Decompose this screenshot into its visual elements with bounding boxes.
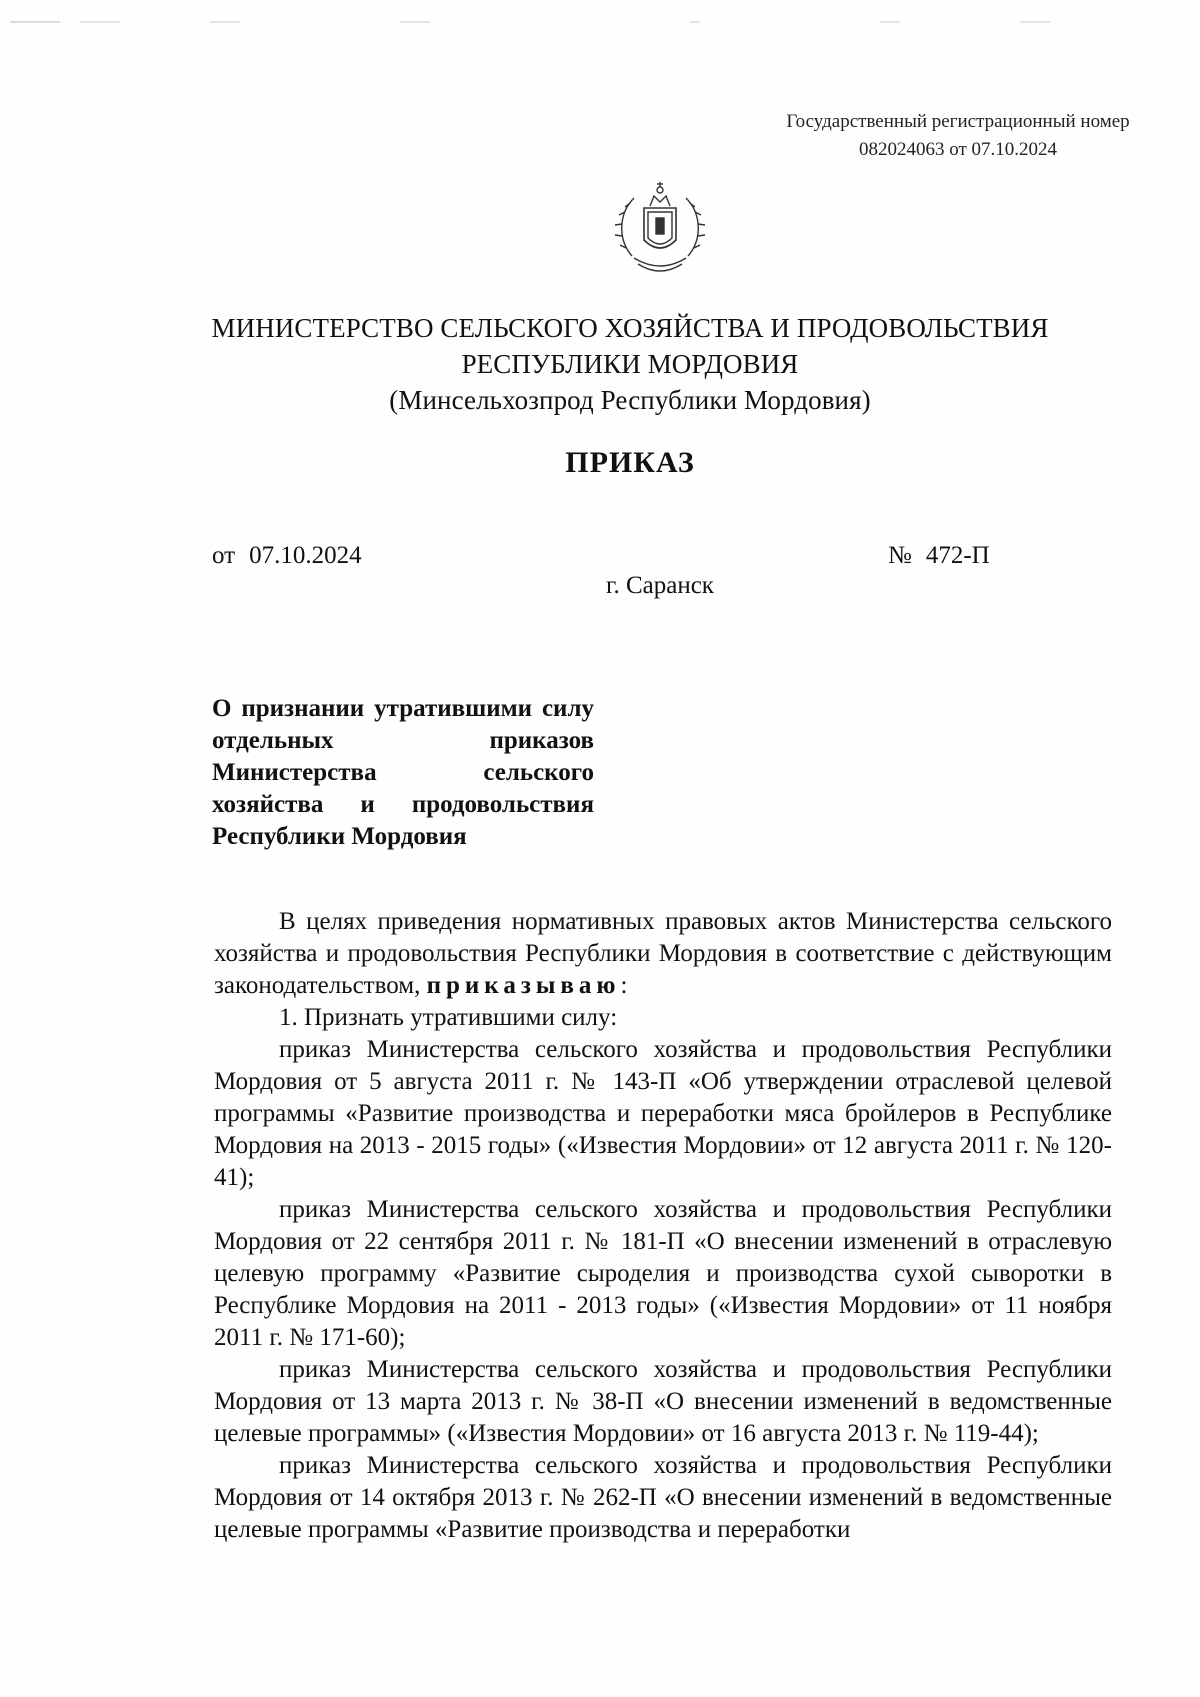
- list-item: приказ Министерства сельского хозяйства и продовольствия Республики Мордовия от 22 сентября 2011 г. № 181-П «О внесении изменений в отраслевую целевую программу «Развитие сыроделия и производства сухой сыворотки в Республике Мордовия на 2011 - 2013 годы» («Известия Мордовии» от 11 ноября 2011 г. № 171-60);: [214, 1196, 1112, 1351]
- scan-artifacts: [0, 0, 1200, 30]
- number-prefix: №: [888, 542, 912, 569]
- list-item: приказ Министерства сельского хозяйства и продовольствия Республики Мордовия от 13 марта 2013 г. № 38-П «О внесении изменений в ведомственные целевые программы» («Известия Мордовии» от 16 августа 2013 г. № 119-44);: [214, 1356, 1112, 1447]
- list-item: приказ Министерства сельского хозяйства и продовольствия Республики Мордовия от 14 октября 2013 г. № 262-П «О внесении изменений в ведомственные целевые программы «Развитие производства и переработки: [214, 1452, 1112, 1543]
- registration-number: [748, 108, 1168, 164]
- order-subject: О признании утратившими силу отдельных приказов Министерства сельского хозяйства и продовольствия Республики Мордовия: [212, 695, 594, 850]
- point-1: 1. Признать утратившими силу:: [279, 1004, 618, 1031]
- order-body: [214, 906, 1112, 1546]
- city: г. Саранск: [606, 572, 714, 599]
- list-item: приказ Министерства сельского хозяйства и продовольствия Республики Мордовия от 5 августа 2011 г. № 143-П «Об утверждении отраслевой целевой программы «Развитие производства и переработки мяса бройлеров в Республике Мордовия на 2013 - 2015 годы» («Известия Мордовии» от 12 августа 2011 г. № 120-41);: [214, 1036, 1112, 1191]
- coat-of-arms-icon: [612, 178, 708, 278]
- registration-label: Государственный регистрационный номер: [786, 111, 1130, 132]
- ministry-short-name: (Минсельхозпрод Республики Мордовия): [389, 385, 871, 415]
- date-value: 07.10.2024: [249, 542, 362, 569]
- ministry-line-1: МИНИСТЕРСТВО СЕЛЬСКОГО ХОЗЯЙСТВА И ПРОДОВОЛЬСТВИЯ: [211, 313, 1049, 343]
- document-type: ПРИКАЗ: [565, 446, 695, 479]
- number-value: 472-П: [925, 542, 990, 569]
- registration-value: 082024063 от 07.10.2024: [858, 139, 1058, 160]
- intro-text: В целях приведения нормативных правовых актов Министерства сельского хозяйства и продовольствия Республики Мордовия в соответствие с действующим законодательством,: [214, 908, 1112, 999]
- order-date: [212, 542, 362, 570]
- order-verb: приказываю: [426, 972, 621, 999]
- ministry-line-2: РЕСПУБЛИКИ МОРДОВИЯ: [461, 349, 799, 379]
- date-prefix: от: [212, 542, 236, 569]
- order-number: [888, 542, 990, 570]
- intro-end: :: [620, 972, 628, 999]
- intro-paragraph: [214, 906, 1112, 1002]
- ministry-name: [150, 310, 1110, 418]
